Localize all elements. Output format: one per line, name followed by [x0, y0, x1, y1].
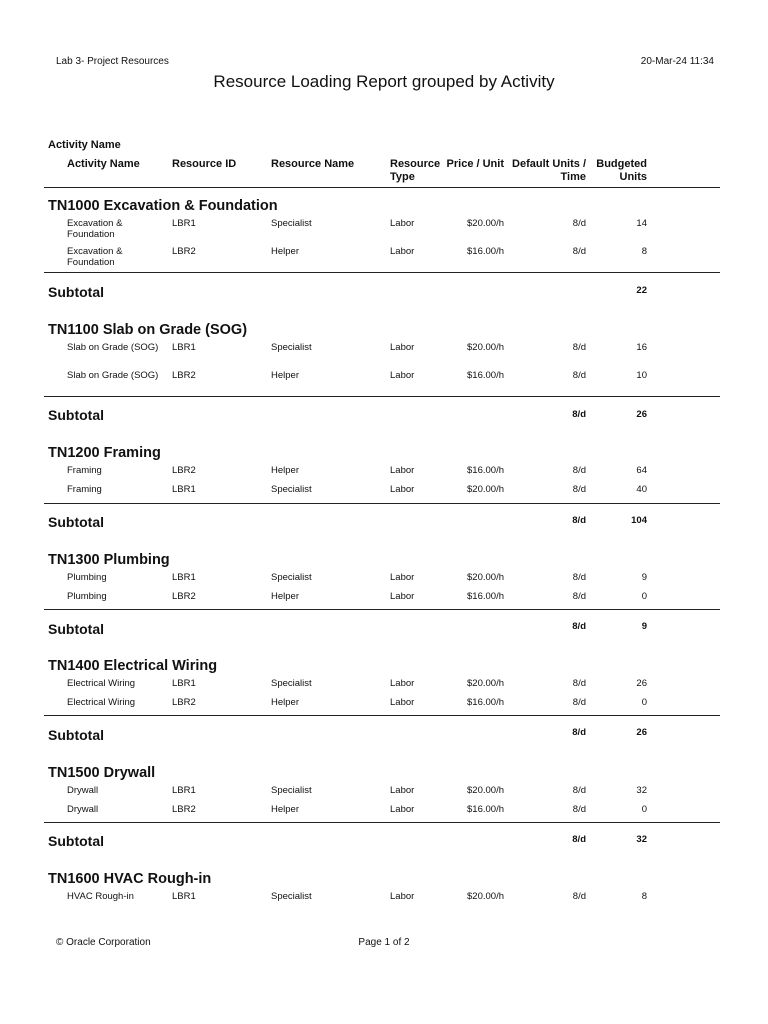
subtotal-label: Subtotal: [48, 621, 104, 637]
row-resource-name: Helper: [271, 246, 299, 257]
row-resource-name: Specialist: [271, 678, 312, 689]
row-resource-id: LBR1: [172, 484, 196, 495]
row-resource-id: LBR1: [172, 891, 196, 902]
col-default-units: [508, 158, 586, 184]
row-budgeted: 40: [636, 484, 647, 495]
row-default-units: 8/d: [572, 218, 586, 229]
col-default-units-line1: Default Units /: [512, 158, 586, 170]
row-resource-id: LBR1: [172, 678, 196, 689]
row-resource-type: Labor: [390, 591, 415, 602]
row-resource-name: Helper: [271, 697, 299, 708]
row-resource-id: LBR2: [172, 465, 196, 476]
row-activity: Framing: [67, 465, 102, 476]
row-resource-id: LBR2: [172, 246, 196, 257]
row-activity: Drywall: [67, 785, 99, 796]
row-resource-type: Labor: [390, 218, 415, 229]
activity-group-title: TN1000 Excavation & Foundation: [48, 198, 278, 214]
subtotal-divider: [44, 272, 720, 273]
row-default-units: 8/d: [572, 804, 586, 815]
row-activity: Excavation & Foundation: [67, 218, 123, 240]
row-resource-id: LBR1: [172, 218, 196, 229]
row-default-units: 8/d: [572, 465, 586, 476]
subtotal-divider: [44, 609, 720, 610]
row-price: $16.00/h: [467, 804, 504, 815]
row-resource-id: LBR2: [172, 697, 196, 708]
row-activity: Slab on Grade (SOG): [67, 342, 159, 353]
row-default-units: 8/d: [572, 246, 586, 257]
activity-group-title: TN1600 HVAC Rough-in: [48, 871, 212, 887]
row-activity: Plumbing: [67, 591, 107, 602]
row-default-units: 8/d: [572, 785, 586, 796]
col-resource-name: Resource Name: [271, 158, 355, 170]
subtotal-default-units: 8/d: [572, 409, 586, 420]
col-price-unit: Price / Unit: [446, 158, 504, 170]
row-resource-id: LBR2: [172, 591, 196, 602]
row-default-units: 8/d: [572, 891, 586, 902]
col-activity-name: Activity Name: [67, 158, 140, 170]
subtotal-divider: [44, 503, 720, 504]
row-budgeted: 14: [636, 218, 647, 229]
col-resource-type-line1: Resource: [390, 158, 441, 170]
row-activity: Drywall: [67, 804, 99, 815]
subtotal-default-units: 8/d: [572, 727, 586, 738]
subtotal-budgeted: 26: [636, 409, 647, 420]
col-resource-type-line2: Type: [390, 171, 415, 183]
row-activity: Excavation & Foundation: [67, 246, 123, 268]
row-resource-id: LBR1: [172, 785, 196, 796]
col-resource-id: Resource ID: [172, 158, 237, 170]
subtotal-default-units: 8/d: [572, 515, 586, 526]
report-title: Resource Loading Report grouped by Activity: [213, 72, 555, 91]
row-resource-type: Labor: [390, 678, 415, 689]
subtotal-budgeted: 104: [631, 515, 647, 526]
row-activity: Framing: [67, 484, 102, 495]
row-price: $20.00/h: [467, 678, 504, 689]
col-default-units-line2: Time: [560, 171, 586, 183]
row-resource-type: Labor: [390, 804, 415, 815]
col-budgeted-units-line1: Budgeted: [596, 158, 647, 170]
row-resource-type: Labor: [390, 465, 415, 476]
row-activity: Electrical Wiring: [67, 697, 136, 708]
row-price: $16.00/h: [467, 591, 504, 602]
row-budgeted: 0: [641, 591, 647, 602]
subtotal-divider: [44, 822, 720, 823]
subtotal-budgeted: 26: [636, 727, 647, 738]
row-resource-type: Labor: [390, 246, 415, 257]
row-activity: Electrical Wiring: [67, 678, 136, 689]
row-budgeted: 32: [636, 785, 647, 796]
row-default-units: 8/d: [572, 342, 586, 353]
row-budgeted: 16: [636, 342, 647, 353]
row-default-units: 8/d: [572, 572, 586, 583]
row-resource-name: Helper: [271, 804, 299, 815]
row-activity: HVAC Rough-in: [67, 891, 134, 902]
row-budgeted: 8: [641, 246, 647, 257]
subtotal-default-units: 8/d: [572, 621, 586, 632]
subtotal-label: Subtotal: [48, 833, 104, 849]
subtotal-budgeted: 32: [636, 834, 647, 845]
row-resource-name: Specialist: [271, 484, 312, 495]
row-price: $20.00/h: [467, 891, 504, 902]
row-price: $20.00/h: [467, 484, 504, 495]
row-resource-name: Helper: [271, 465, 299, 476]
row-resource-id: LBR2: [172, 370, 196, 381]
row-resource-type: Labor: [390, 891, 415, 902]
subtotal-label: Subtotal: [48, 727, 104, 743]
row-resource-name: Helper: [271, 591, 299, 602]
activity-group-title: TN1300 Plumbing: [48, 552, 170, 568]
row-resource-type: Labor: [390, 697, 415, 708]
subtotal-default-units: 8/d: [572, 834, 586, 845]
subtotal-budgeted: 22: [636, 285, 647, 296]
row-resource-type: Labor: [390, 572, 415, 583]
row-resource-id: LBR1: [172, 342, 196, 353]
subtotal-label: Subtotal: [48, 284, 104, 300]
row-budgeted: 9: [641, 572, 647, 583]
activity-group-title: TN1400 Electrical Wiring: [48, 658, 218, 674]
row-price: $20.00/h: [467, 218, 504, 229]
col-budgeted-units-line2: Units: [619, 171, 647, 183]
subtotal-budgeted: 9: [641, 621, 647, 632]
row-resource-name: Specialist: [271, 572, 312, 583]
row-resource-id: LBR2: [172, 804, 196, 815]
row-resource-type: Labor: [390, 484, 415, 495]
row-budgeted: 64: [636, 465, 647, 476]
row-resource-name: Specialist: [271, 342, 312, 353]
row-price: $20.00/h: [467, 572, 504, 583]
header-divider: [44, 187, 720, 188]
row-activity: Slab on Grade (SOG): [67, 370, 159, 381]
row-resource-type: Labor: [390, 370, 415, 381]
row-price: $20.00/h: [467, 342, 504, 353]
row-budgeted: 0: [641, 804, 647, 815]
row-default-units: 8/d: [572, 591, 586, 602]
row-resource-name: Specialist: [271, 785, 312, 796]
project-name: Lab 3- Project Resources: [56, 56, 169, 67]
row-resource-name: Specialist: [271, 218, 312, 229]
row-price: $16.00/h: [467, 370, 504, 381]
row-resource-name: Specialist: [271, 891, 312, 902]
row-default-units: 8/d: [572, 678, 586, 689]
activity-group-title: TN1500 Drywall: [48, 765, 156, 781]
row-budgeted: 26: [636, 678, 647, 689]
activity-group-title: TN1100 Slab on Grade (SOG): [48, 322, 248, 338]
row-default-units: 8/d: [572, 484, 586, 495]
subtotal-divider: [44, 715, 720, 716]
row-price: $16.00/h: [467, 465, 504, 476]
row-budgeted: 8: [641, 891, 647, 902]
subtotal-label: Subtotal: [48, 514, 104, 530]
row-budgeted: 10: [636, 370, 647, 381]
row-default-units: 8/d: [572, 370, 586, 381]
row-activity: Plumbing: [67, 572, 107, 583]
row-resource-id: LBR1: [172, 572, 196, 583]
row-resource-type: Labor: [390, 785, 415, 796]
row-price: $16.00/h: [467, 246, 504, 257]
row-resource-name: Helper: [271, 370, 299, 381]
row-resource-type: Labor: [390, 342, 415, 353]
activity-group-title: TN1200 Framing: [48, 445, 161, 461]
row-price: $20.00/h: [467, 785, 504, 796]
row-price: $16.00/h: [467, 697, 504, 708]
row-budgeted: 0: [641, 697, 647, 708]
footer-copyright: © Oracle Corporation: [56, 937, 151, 948]
subtotal-divider: [44, 396, 720, 397]
footer-page-number: Page 1 of 2: [358, 937, 410, 948]
subtotal-label: Subtotal: [48, 407, 104, 423]
col-budgeted-units: [590, 158, 647, 184]
row-default-units: 8/d: [572, 697, 586, 708]
report-datetime: 20-Mar-24 11:34: [640, 56, 714, 67]
grouping-label: Activity Name: [48, 139, 121, 151]
